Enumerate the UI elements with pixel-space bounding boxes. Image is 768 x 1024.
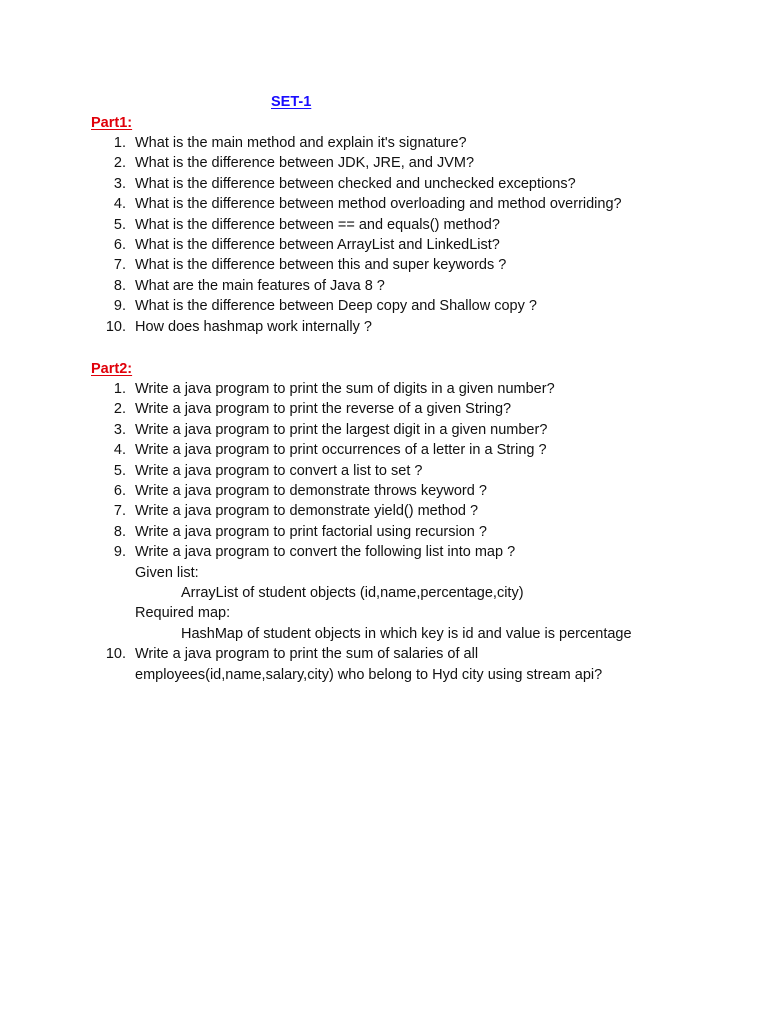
question-number: 7.: [113, 503, 126, 520]
part1-question-5: [0, 215, 768, 235]
part2-question-9: [0, 542, 768, 562]
question-number: 7.: [113, 257, 126, 274]
question-number: 1.: [113, 381, 126, 397]
question-number: 10.: [105, 646, 126, 663]
question-text: Write a java program to print the sum of digits in a given number?: [135, 381, 555, 397]
question-text: What is the main method and explain it's signature?: [135, 135, 467, 151]
part2-question-8: [0, 522, 768, 542]
given-list-value: ArrayList of student objects (id,name,percentage,city): [181, 585, 524, 601]
question-text: Write a java program to print the sum of salaries of all: [135, 646, 479, 663]
question-text: How does hashmap work internally ?: [135, 318, 372, 335]
question-text: Write a java program to print the largest digit in a given number?: [135, 421, 548, 438]
part1-question-1: [0, 133, 768, 153]
question-10-continuation: employees(id,name,salary,city) who belong to Hyd city using stream api?: [135, 666, 603, 683]
question-text: What is the difference between method overloading and method overriding?: [135, 196, 622, 213]
document-title: SET-1: [271, 94, 312, 110]
question-text: What is the difference between checked and unchecked exceptions?: [135, 175, 576, 192]
question-number: 2.: [113, 401, 126, 418]
part1-question-2: [0, 153, 768, 173]
question-number: 3.: [113, 175, 126, 192]
question-text: Write a java program to convert the following list into map ?: [135, 544, 516, 561]
part1-question-10: [0, 317, 768, 337]
part1-heading: Part1:: [91, 115, 133, 131]
question-text: What is the difference between JDK, JRE, and JVM?: [135, 155, 475, 172]
question-number: 6.: [113, 237, 126, 253]
question-text: What is the difference between Deep copy and Shallow copy ?: [135, 298, 537, 315]
part2-question-3: [0, 420, 768, 440]
question-number: 8.: [113, 277, 126, 294]
question-number: 10.: [105, 318, 126, 335]
part2-question-6: [0, 481, 768, 501]
question-number: 9.: [113, 298, 126, 315]
part1-question-6: [0, 235, 768, 255]
question-number: 8.: [113, 523, 126, 540]
question-number: 4.: [113, 196, 126, 213]
part2-question-2: [0, 399, 768, 419]
question-text: Write a java program to demonstrate throws keyword ?: [135, 483, 487, 499]
part2-question-4: [0, 440, 768, 460]
question-text: What is the difference between this and super keywords ?: [135, 257, 507, 274]
question-number: 1.: [113, 135, 126, 151]
question-text: What is the difference between ArrayList and LinkedList?: [135, 237, 500, 253]
question-number: 9.: [113, 544, 126, 561]
question-number: 4.: [113, 442, 126, 459]
required-map-value: HashMap of student objects in which key is id and value is percentage: [181, 625, 632, 642]
question-text: What are the main features of Java 8 ?: [135, 277, 385, 294]
question-number: 6.: [113, 483, 126, 499]
part2-heading: Part2:: [91, 361, 133, 377]
question-text: What is the difference between == and equals() method?: [135, 216, 500, 233]
part2-question-1: [0, 379, 768, 399]
question-number: 5.: [113, 216, 126, 233]
question-number: 2.: [113, 155, 126, 172]
part1-question-4: [0, 194, 768, 214]
question-number: 3.: [113, 421, 126, 438]
part1-question-3: [0, 174, 768, 194]
part1-question-7: [0, 255, 768, 275]
question-text: Write a java program to print the reverse of a given String?: [135, 401, 512, 418]
question-text: Write a java program to print factorial using recursion ?: [135, 523, 487, 540]
part2-question-5: [0, 461, 768, 481]
given-list-label: Given list:: [135, 564, 199, 581]
question-text: Write a java program to print occurrences of a letter in a String ?: [135, 442, 547, 459]
part1-question-9: [0, 296, 768, 316]
question-number: 5.: [113, 462, 126, 479]
required-map-label: Required map:: [135, 605, 231, 622]
part2-question-10: [0, 644, 768, 664]
question-text: Write a java program to convert a list to set ?: [135, 462, 423, 479]
part1-question-8: [0, 276, 768, 296]
part2-question-7: [0, 501, 768, 521]
question-text: Write a java program to demonstrate yield() method ?: [135, 503, 479, 520]
